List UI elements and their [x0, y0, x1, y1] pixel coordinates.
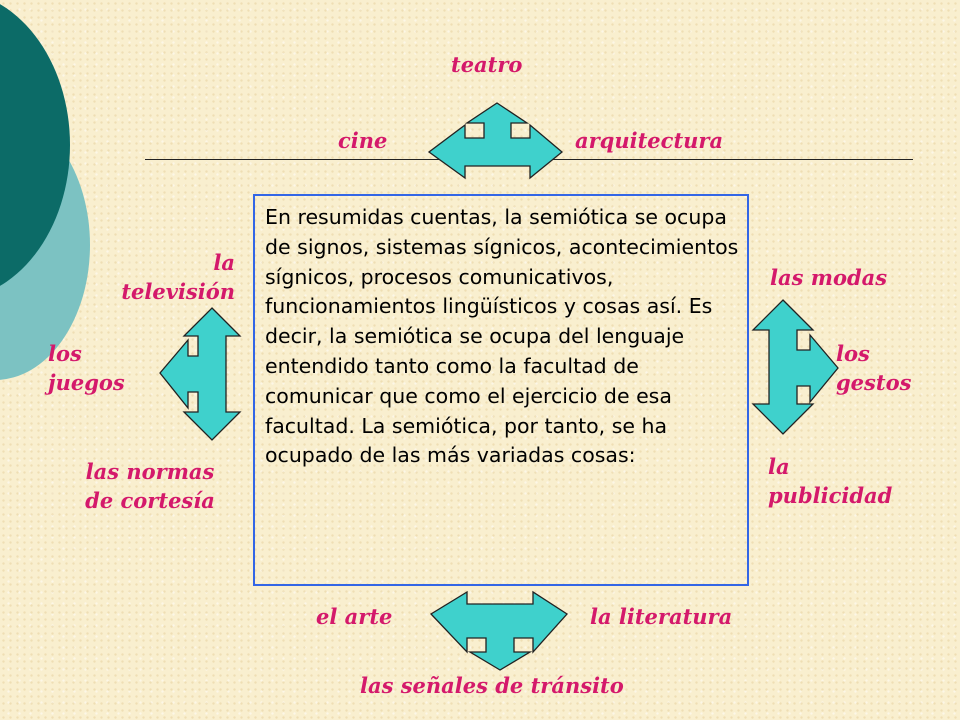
top-three-way-arrow	[429, 103, 562, 178]
label-cine: cine	[338, 128, 388, 153]
label-arquitectura: arquitectura	[575, 128, 724, 153]
label-modas: las modas	[770, 265, 888, 290]
label-teatro: teatro	[451, 52, 523, 77]
main-paragraph: En resumidas cuentas, la semiótica se ocupa de signos, sistemas sígnicos, acontecimientos sígnicos, procesos comunicativos, funcionamientos lingüísticos y cosas así. Es decir, la semiótica se ocupa del lenguaje entendido tanto como la facultad de comunicar que como el ejercicio de esa facultad. La semiótica, por tanto, se ha ocupado de las más variadas cosas:	[265, 205, 739, 468]
label-gestos: los gestos	[836, 341, 912, 395]
text-box	[253, 194, 749, 586]
label-juegos: los juegos	[48, 341, 125, 395]
left-three-way-arrow	[160, 308, 240, 440]
label-publicidad: la publicidad	[768, 454, 893, 508]
label-literatura: la literatura	[590, 604, 733, 629]
bottom-three-way-arrow	[431, 592, 567, 670]
label-normas-de-cortesia: las normas de cortesía	[85, 459, 215, 513]
right-three-way-arrow	[753, 300, 838, 434]
label-arte: el arte	[316, 604, 393, 629]
label-television: la televisión	[121, 250, 235, 304]
label-senales-de-transito: las señales de tránsito	[360, 673, 624, 698]
